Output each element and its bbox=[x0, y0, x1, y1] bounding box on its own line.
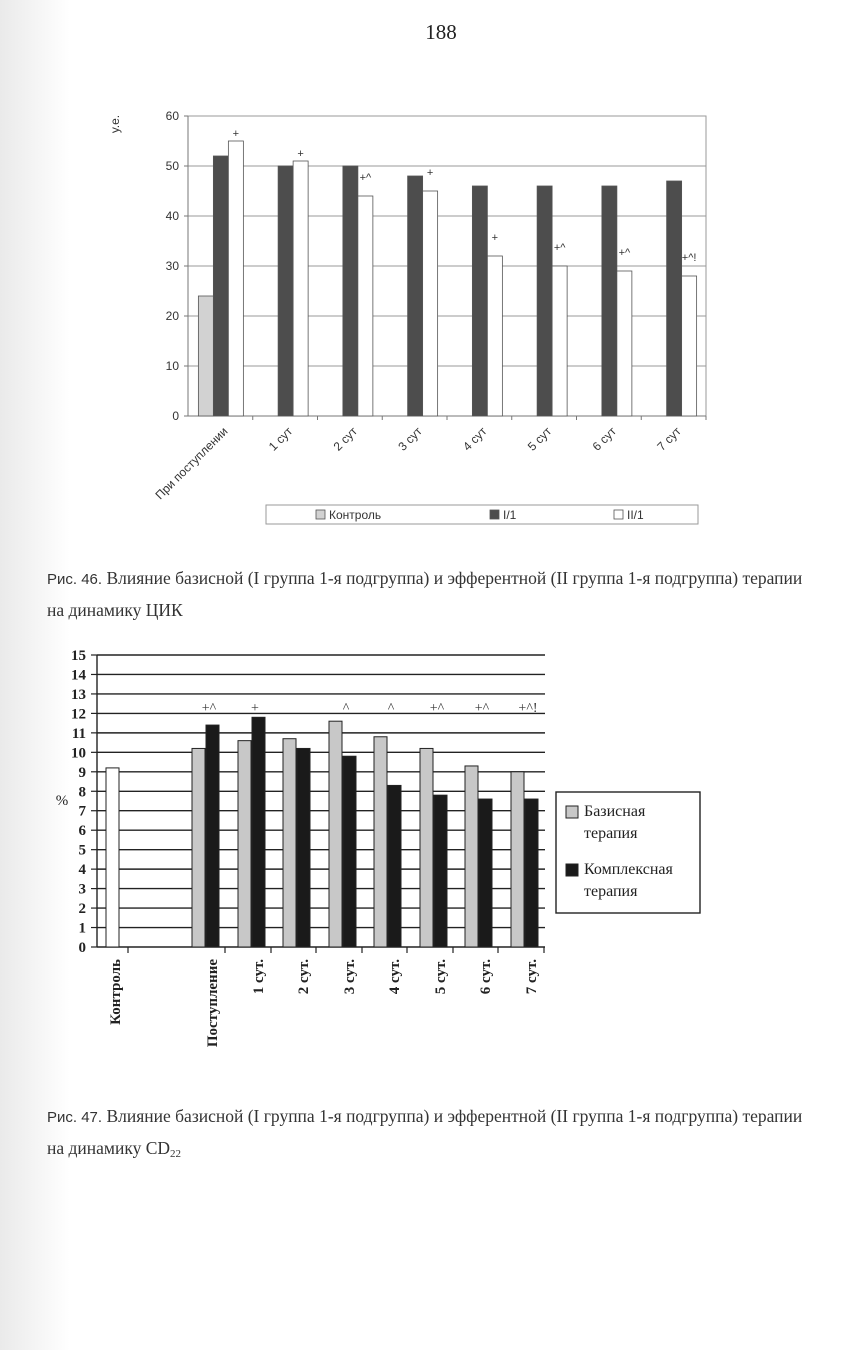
x-tick-label: 3 сут bbox=[395, 424, 425, 454]
significance-annotation: + bbox=[232, 128, 240, 140]
caption-fig46-text: Влияние базисной (I группа 1-я подгруппа) и эфферентной (II группа 1-я подгруппа) терапии на динамику ЦИК bbox=[47, 568, 803, 620]
y-tick-label: 9 bbox=[78, 764, 86, 781]
bar-complex-therapy bbox=[479, 799, 492, 947]
bar-basic-therapy bbox=[283, 739, 296, 947]
y-tick-label: 50 bbox=[165, 159, 179, 173]
x-tick-label: 7 сут bbox=[654, 424, 684, 454]
y-tick-label: 30 bbox=[165, 259, 179, 273]
y-tick-label: 0 bbox=[78, 940, 86, 956]
x-tick-label: Контроль bbox=[108, 959, 124, 1025]
bar-complex-therapy bbox=[297, 748, 310, 947]
significance-annotation: +^! bbox=[681, 252, 697, 264]
legend-label: I/1 bbox=[503, 508, 517, 522]
y-tick-label: 2 bbox=[78, 901, 86, 918]
legend-label: Базисная bbox=[584, 803, 646, 820]
y-tick-label: 14 bbox=[71, 667, 86, 684]
bar-basic-therapy bbox=[420, 748, 433, 947]
y-tick-label: 12 bbox=[71, 706, 86, 723]
bar-basic-therapy bbox=[192, 748, 205, 947]
caption-fig47-label: Рис. 47. bbox=[47, 1109, 103, 1126]
y-tick-label: 5 bbox=[78, 842, 86, 859]
significance-annotation: +^ bbox=[553, 242, 566, 254]
significance-annotation: ^ bbox=[387, 701, 395, 716]
x-tick-label: 6 сут. bbox=[478, 959, 494, 995]
x-tick-label: 5 сут. bbox=[433, 959, 449, 995]
significance-annotation: +^ bbox=[359, 172, 372, 184]
bar-complex-therapy bbox=[252, 717, 265, 947]
bar-basic-therapy bbox=[238, 741, 251, 947]
x-tick-label: 4 сут bbox=[460, 424, 490, 454]
legend-label: II/1 bbox=[627, 508, 644, 522]
caption-fig46-label: Рис. 46. bbox=[47, 571, 103, 588]
bar-control bbox=[106, 768, 119, 947]
y-tick-label: 60 bbox=[165, 109, 179, 123]
y-tick-label: 3 bbox=[78, 881, 86, 898]
significance-annotation: +^ bbox=[474, 701, 490, 716]
caption-fig47-text: Влияние базисной (I группа 1-я подгруппа) и эфферентной (II группа 1-я подгруппа) терапии на динамику CD bbox=[47, 1106, 803, 1158]
bar-complex-therapy bbox=[434, 795, 447, 947]
y-tick-label: 11 bbox=[71, 725, 86, 742]
x-tick-label: 6 сут bbox=[589, 424, 619, 454]
legend-label: терапия bbox=[584, 825, 638, 842]
bar-complex-therapy bbox=[343, 756, 356, 947]
significance-annotation: +^ bbox=[618, 247, 631, 259]
caption-fig47-subscript: 22 bbox=[170, 1148, 182, 1160]
y-tick-label: 40 bbox=[165, 209, 179, 223]
x-tick-label: 7 сут. bbox=[524, 959, 540, 995]
x-tick-label: 1 сут. bbox=[251, 959, 267, 995]
significance-annotation: +^ bbox=[429, 701, 445, 716]
legend-label: Контроль bbox=[329, 508, 382, 522]
significance-annotation: ^ bbox=[342, 701, 350, 716]
x-tick-label: 4 сут. bbox=[387, 959, 403, 995]
x-tick-label: Поступление bbox=[205, 959, 221, 1048]
bar-complex-therapy bbox=[525, 799, 538, 947]
bar-complex-therapy bbox=[388, 785, 401, 947]
legend-label: терапия bbox=[584, 883, 638, 900]
y-tick-label: 1 bbox=[78, 920, 86, 937]
legend-label: Комплексная bbox=[584, 861, 673, 878]
significance-annotation: + bbox=[426, 167, 434, 179]
bar-complex-therapy bbox=[206, 725, 219, 947]
x-tick-label: При поступлении bbox=[152, 424, 231, 503]
bar-basic-therapy bbox=[465, 766, 478, 947]
y-tick-label: 4 bbox=[78, 862, 86, 879]
x-tick-label: 1 сут bbox=[265, 424, 296, 454]
y-tick-label: 10 bbox=[71, 745, 86, 762]
y-tick-label: 10 bbox=[165, 359, 179, 373]
x-tick-label: 2 сут bbox=[330, 424, 360, 454]
significance-annotation: + bbox=[251, 701, 259, 716]
y-axis-label: % bbox=[55, 793, 69, 809]
bar-basic-therapy bbox=[511, 772, 524, 947]
caption-fig47 bbox=[47, 1101, 817, 1169]
y-tick-label: 15 bbox=[71, 648, 86, 664]
bar-basic-therapy bbox=[374, 737, 387, 947]
y-axis-label: у.е. bbox=[108, 114, 122, 134]
legend-swatch bbox=[566, 864, 578, 876]
x-tick-label: 3 сут. bbox=[342, 959, 358, 995]
y-tick-label: 6 bbox=[78, 823, 86, 840]
significance-annotation: + bbox=[491, 232, 499, 244]
page-number: 188 bbox=[425, 20, 457, 44]
significance-annotation: +^ bbox=[201, 701, 217, 716]
y-tick-label: 7 bbox=[78, 803, 86, 820]
legend-swatch bbox=[566, 806, 578, 818]
significance-annotation: + bbox=[297, 148, 304, 160]
y-tick-label: 20 bbox=[165, 309, 179, 323]
x-tick-label: 2 сут. bbox=[296, 959, 312, 995]
significance-annotation: +^! bbox=[518, 701, 538, 716]
y-tick-label: 0 bbox=[172, 409, 179, 423]
y-tick-label: 8 bbox=[78, 784, 86, 801]
y-tick-label: 13 bbox=[71, 686, 86, 703]
bar-basic-therapy bbox=[329, 721, 342, 947]
x-tick-label: 5 сут bbox=[524, 424, 555, 454]
